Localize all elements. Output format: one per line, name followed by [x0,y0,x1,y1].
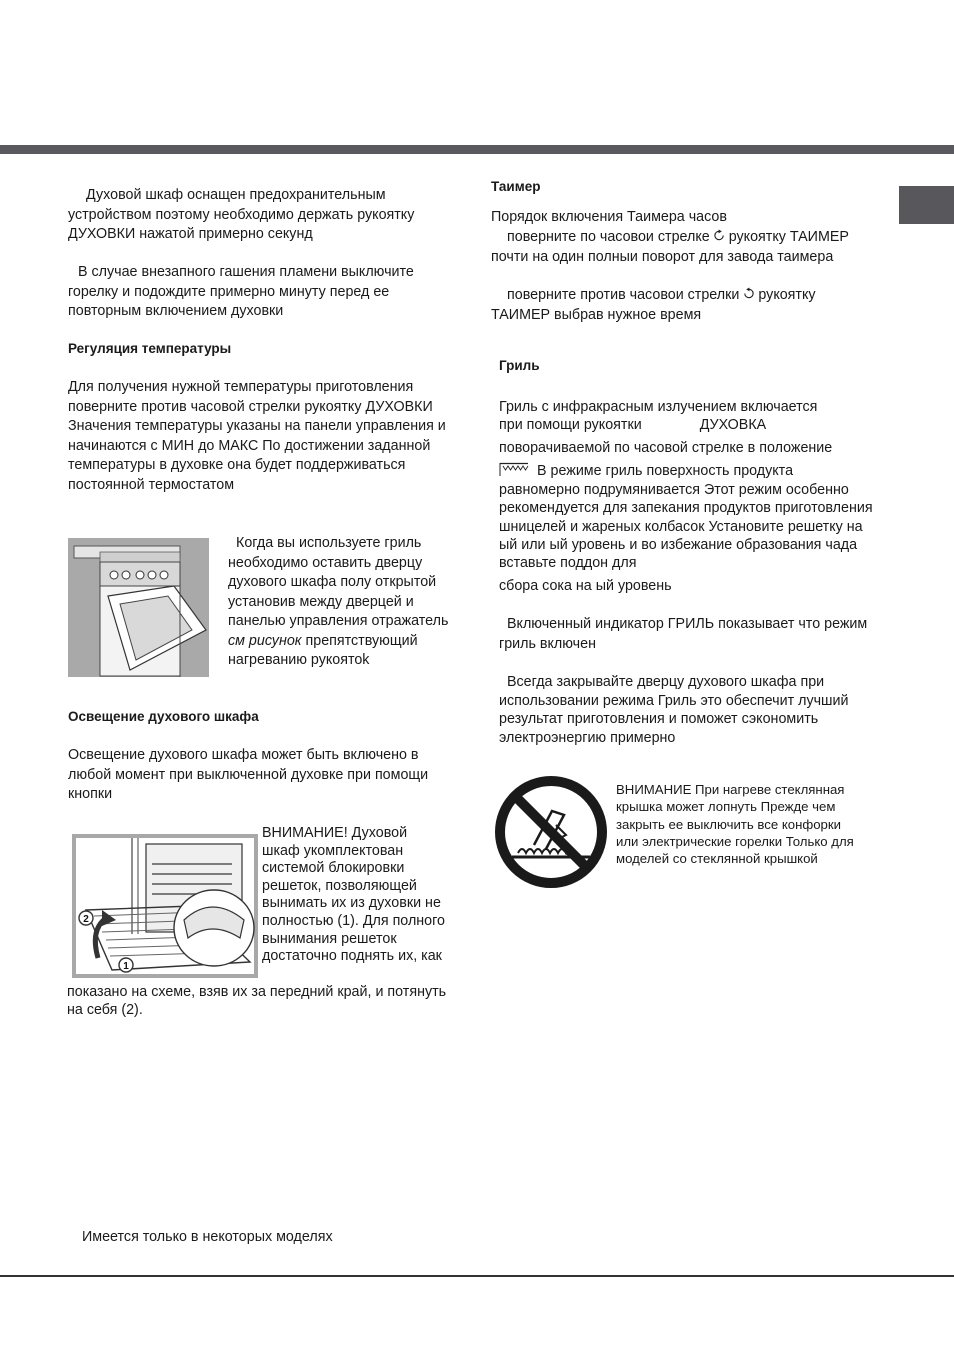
grill-heading: Гриль [499,358,540,373]
oven-illustration [68,538,209,677]
grill-line-4 [499,462,879,482]
grill-line-1: Гриль с инфракрасным излучением включается [499,399,818,415]
timer-step-1-rest: ТАИМЕР почти на один полныи поворот для завода таимера [491,229,849,265]
timer-step-2-text: поверните против часовои стрелки [507,287,740,303]
language-tab [899,186,954,224]
glass-lid-warning-figure [494,775,608,889]
grill-line-3: поворачиваемой по часовой стрелке в положение [499,440,833,456]
timer-step-2-rest: ТАИМЕР выбрав нужное время [491,306,702,323]
grill-indicator-paragraph: Включенный индикатор ГРИЛЬ показывает что режим гриль включен [499,616,868,652]
timer-step-2-knob: рукоятку [758,287,816,303]
timer-intro: Порядок включения Таимера часов [491,209,727,225]
grill-symbol-text: В режиме гриль поверхность продукта [537,463,794,479]
footnote: Имеется только в некоторых моделях [82,1229,333,1245]
header-bar [0,145,954,154]
counterclockwise-arrow-icon [742,287,755,300]
step-1-label: 1 [123,961,129,972]
timer-step-1 [491,228,871,267]
grill-door-closed-paragraph: Всегда закрывайте дверцу духового шкафа при использовании режима Гриль это обеспечит лучший результат приготовления и поможет сэкономить электроэнергию примерно [499,674,849,746]
rack-warning-paragraph: ВНИМАНИЕ! Духовой шкаф укомплектован системой блокировки решеток, позволяющей вынимать их из духовки не полностью (1). Для полного вынимания решеток достаточно поднять их, как [262,825,445,965]
flame-out-paragraph: В случае внезапного гашения пламени выключите горелку и подождите примерно минуту перед ее повторным включением духовки [68,264,414,319]
grill-line-2 [499,416,879,436]
temperature-heading: Регуляция температуры [68,341,232,356]
oven-reflector-figure [68,538,209,677]
grill-description: равномерно подрумянивается Этот режим особенно рекомендуется для запекания продуктов приготовления шницелей и жареных колбасок Установите решетку на ый или ый уровень и во избежание образования чада вставьте поддон для [499,482,873,572]
clockwise-arrow-icon [713,229,726,242]
grill-symbol-icon [499,462,529,476]
prohibition-sign-icon [494,775,608,889]
timer-heading: Таимер [491,179,541,194]
rack-warning-continued: показано на схеме, взяв их за передний край, и потянуть на себя (2). [67,984,447,1018]
oven-light-heading: Освещение духового шкафа [68,709,259,724]
timer-step-2 [491,286,871,325]
rack-removal-figure [72,834,258,978]
grill-door-text: Когда вы используете гриль необходимо оставить дверцу духового шкафа полу открытой установив между дверцей и панелью управления отражатель [228,535,449,629]
footer-rule [0,1275,954,1277]
temperature-paragraph: Для получения нужной температуры приготовления поверните против часовой стрелки рукоятку ДУХОВКИ Значения температуры указаны на панели управления и начинаются с МИН до МАКС По достижении заданной температуры в духовке она будет поддерживаться постоянной термостатом [68,379,446,493]
safety-device-paragraph: Духовой шкаф оснащен предохранительным устройством поэтому необходимо держать рукоятку ДУХОВКИ нажатой примерно секунд [68,187,415,242]
grill-knob-name: ДУХОВКА [699,417,767,433]
grill-door-text-end: препятствующий нагреванию рукоятоk [228,632,418,668]
oven-light-paragraph: Освещение духового шкафа может быть включено в любой момент при выключенной духовке при помощи кнопки [68,747,429,802]
grill-drip-tray: сбора сока на ый уровень [499,578,672,594]
grill-door-paragraph [228,534,450,671]
timer-step-1-text: поверните по часовои стрелке [507,229,710,245]
step-2-label: 2 [83,914,89,925]
figure-reference: см рисунок [228,632,302,649]
rack-illustration [72,834,258,978]
glass-lid-warning-text: ВНИМАНИЕ При нагреве стеклянная крышка может лопнуть Прежде чем закрыть ее выключить все конфорки или электрические горелки Только для моделей со стеклянной крышкой [616,782,854,867]
grill-knob-text: при помощи рукоятки [499,417,642,433]
timer-step-1-knob: рукоятку [728,229,786,245]
